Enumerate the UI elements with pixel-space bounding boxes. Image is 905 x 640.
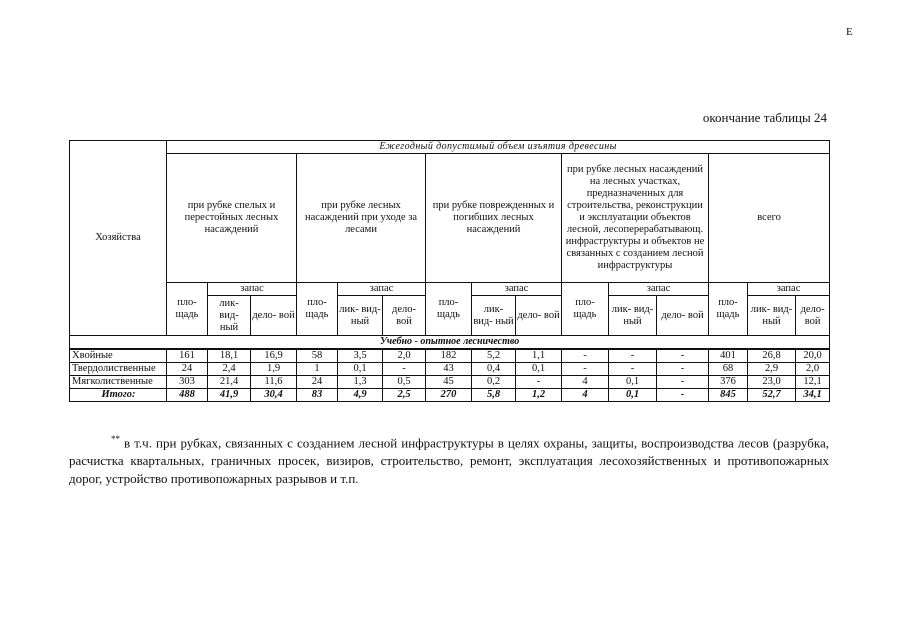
sub-header-business: дело- вой: [657, 296, 709, 336]
table-cell: 845: [709, 389, 748, 402]
table-cell: 34,1: [796, 389, 830, 402]
forest-harvest-table: [69, 140, 830, 402]
table-cell: 0,4: [472, 363, 516, 376]
group-header: при рубке лесных насаждений при уходе за лесами: [297, 154, 426, 283]
sub-header-business: дело- вой: [251, 296, 297, 336]
table-row: [70, 349, 830, 363]
row-name: Итого:: [70, 389, 167, 402]
sub-header-area: пло- щадь: [562, 283, 609, 336]
table-cell: -: [383, 363, 426, 376]
zapas-header: запас: [338, 283, 426, 296]
table-cell: 16,9: [251, 349, 297, 363]
row-name: Хвойные: [70, 349, 167, 363]
page-mark: E: [846, 26, 853, 38]
sub-header-business: дело- вой: [383, 296, 426, 336]
table-cell: 26,8: [748, 349, 796, 363]
sub-header-area: пло- щадь: [167, 283, 208, 336]
table-cell: 0,2: [472, 376, 516, 389]
table-cell: 41,9: [208, 389, 251, 402]
sub-header-liquid: лик- вид- ный: [338, 296, 383, 336]
table-cell: 0,1: [516, 363, 562, 376]
table-cell: 4: [562, 389, 609, 402]
table-cell: 5,2: [472, 349, 516, 363]
row-header: Хозяйства: [70, 141, 167, 336]
table-cell: 2,4: [208, 363, 251, 376]
table-cell: -: [609, 363, 657, 376]
group-header: при рубке спелых и перестойных лесных насаждений: [167, 154, 297, 283]
section-title: Учебно - опытное лесничество: [70, 336, 830, 350]
table-cell: 2,0: [796, 363, 830, 376]
footnote-mark: **: [111, 434, 120, 444]
table-cell: -: [657, 389, 709, 402]
table-cell: 2,5: [383, 389, 426, 402]
table-cell: 52,7: [748, 389, 796, 402]
table-cell: 68: [709, 363, 748, 376]
table-cell: 24: [167, 363, 208, 376]
table-cell: 24: [297, 376, 338, 389]
table-cell: 4,9: [338, 389, 383, 402]
table-cell: 488: [167, 389, 208, 402]
table-cell: 303: [167, 376, 208, 389]
table-cell: 0,1: [609, 389, 657, 402]
table-caption: окончание таблицы 24: [702, 110, 827, 125]
sub-header-business: дело- вой: [796, 296, 830, 336]
sub-header-liquid: лик- вид- ный: [472, 296, 516, 336]
footnote-text: в т.ч. при рубках, связанных с созданием лесной инфраструктуры в целях охраны, защиты, воспроизводства лесов (разрубка, расчистка квартальных, граничных просек, визиров, строительство, ремонт, эксплуатация лесохозяйственных и противопожарных дорог, устройство противопожарных разрывов и т.п.: [69, 435, 830, 487]
table-cell: 1,3: [338, 376, 383, 389]
footnote: [69, 430, 829, 488]
table-cell: -: [657, 376, 709, 389]
table-cell: 45: [426, 376, 472, 389]
total-row: [70, 389, 830, 402]
table-cell: 270: [426, 389, 472, 402]
table-cell: 11,6: [251, 376, 297, 389]
table-cell: 182: [426, 349, 472, 363]
table-title: Ежегодный допустимый объем изъятия древесины: [167, 141, 830, 154]
row-name: Мягколиственные: [70, 376, 167, 389]
table-cell: 12,1: [796, 376, 830, 389]
group-header: всего: [709, 154, 830, 283]
table-row: [70, 376, 830, 389]
table-cell: 0,1: [338, 363, 383, 376]
table-cell: 1,2: [516, 389, 562, 402]
table-cell: -: [609, 349, 657, 363]
table-cell: 376: [709, 376, 748, 389]
sub-header-liquid: лик- вид- ный: [609, 296, 657, 336]
table-cell: -: [516, 376, 562, 389]
table-cell: 30,4: [251, 389, 297, 402]
table-row: [70, 363, 830, 376]
table-cell: 0,1: [609, 376, 657, 389]
zapas-header: запас: [748, 283, 830, 296]
table-cell: 3,5: [338, 349, 383, 363]
zapas-header: запас: [609, 283, 709, 296]
table-cell: 161: [167, 349, 208, 363]
table-cell: -: [657, 349, 709, 363]
table-cell: 58: [297, 349, 338, 363]
table-cell: 1,9: [251, 363, 297, 376]
row-name: Твердолиственные: [70, 363, 167, 376]
table-cell: -: [562, 349, 609, 363]
sub-header-liquid: лик- вид- ный: [208, 296, 251, 336]
table-cell: 20,0: [796, 349, 830, 363]
table-cell: 1: [297, 363, 338, 376]
table-cell: 43: [426, 363, 472, 376]
table-cell: 5,8: [472, 389, 516, 402]
sub-header-liquid: лик- вид- ный: [748, 296, 796, 336]
table-cell: 4: [562, 376, 609, 389]
zapas-header: запас: [472, 283, 562, 296]
sub-header-area: пло- щадь: [297, 283, 338, 336]
table-cell: 2,0: [383, 349, 426, 363]
sub-header-area: пло- щадь: [709, 283, 748, 336]
group-header: при рубке лесных насаждений на лесных участках, предназначенных для строительства, реконструкции и эксплуатации объектов лесной, лесоперерабатывающ. инфраструктуры и объектов не связанных с созданием лесной инфраструктуры: [562, 154, 709, 283]
table-cell: 21,4: [208, 376, 251, 389]
sub-header-area: пло- щадь: [426, 283, 472, 336]
table-cell: 401: [709, 349, 748, 363]
table-cell: 1,1: [516, 349, 562, 363]
table-cell: -: [657, 363, 709, 376]
table-cell: 2,9: [748, 363, 796, 376]
zapas-header: запас: [208, 283, 297, 296]
table-cell: 18,1: [208, 349, 251, 363]
group-header: при рубке поврежденных и погибших лесных насаждений: [426, 154, 562, 283]
sub-header-business: дело- вой: [516, 296, 562, 336]
table-cell: 0,5: [383, 376, 426, 389]
table-cell: 23,0: [748, 376, 796, 389]
table-cell: 83: [297, 389, 338, 402]
table-cell: -: [562, 363, 609, 376]
